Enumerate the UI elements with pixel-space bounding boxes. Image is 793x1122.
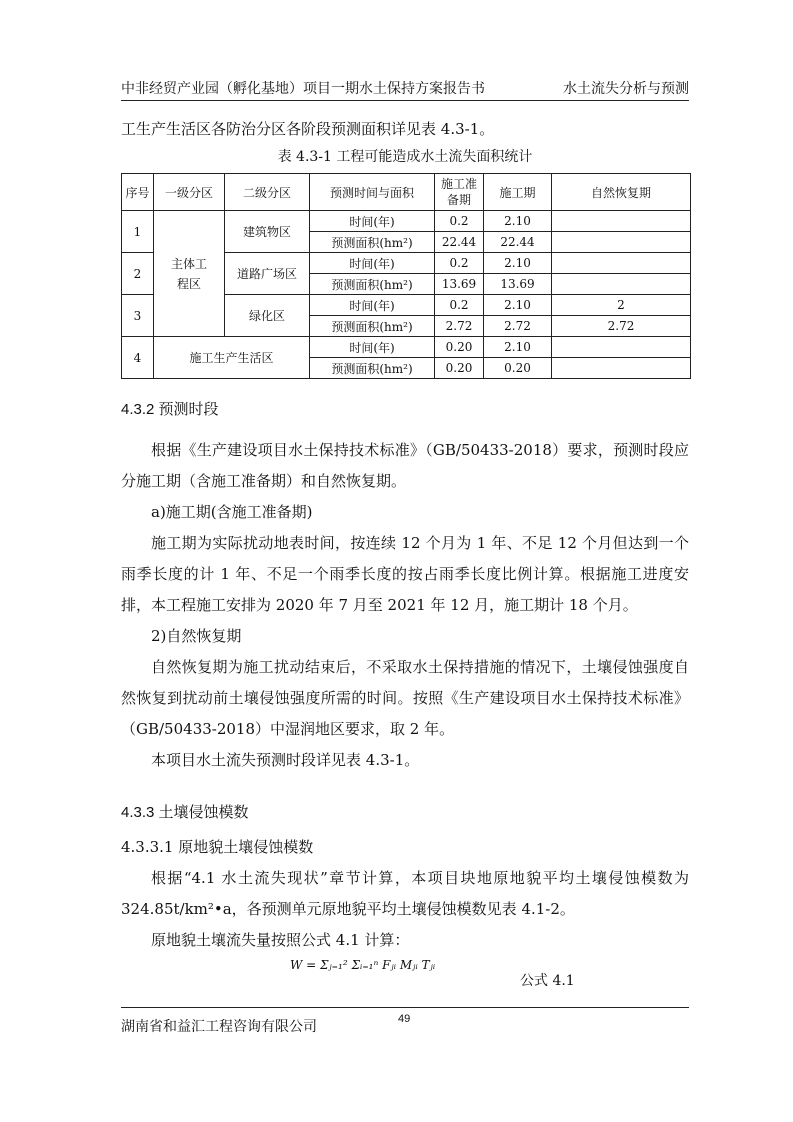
page-header — [121, 78, 689, 98]
header-section: 水土流失分析与预测 — [563, 81, 689, 97]
section-4-3-2 — [121, 394, 689, 776]
table-row — [122, 211, 691, 232]
cell-nat-area: 2.72 — [552, 316, 691, 337]
cell-nat-time — [552, 337, 691, 358]
paragraph: 根据“4.1 水土流失现状”章节计算，本项目块地原地貌平均土壤侵蚀模数为 324.85t/km²•a，各预测单元原地貌平均土壤侵蚀模数见表 4.1-2。 — [121, 869, 689, 918]
th-no: 序号 — [122, 174, 154, 211]
area-stat-table — [121, 173, 691, 379]
intro-line: 工生产生活区各防治分区各阶段预测面积详见表 4.3-1。 — [121, 120, 495, 138]
formula-label: 公式 4.1 — [520, 973, 575, 989]
th-prep: 施工准备期 — [435, 174, 484, 211]
cell-area-label: 预测面积(hm²) — [310, 274, 435, 295]
cell-con-time: 2.10 — [484, 211, 552, 232]
cell-level1-merged: 主体工程区 — [154, 211, 225, 337]
cell-time-label: 时间(年) — [310, 211, 435, 232]
section-heading: 4.3.2 预测时段 — [121, 401, 219, 418]
paragraph: 自然恢复期为施工扰动结束后，不采取水土保持措施的情况下，土壤侵蚀强度自然恢复到扰动前土壤侵蚀强度所需的时间。按照《生产建设项目水土保持技术标准》（GB/50433-2018）中湿润地区要求，取 2 年。 — [121, 658, 689, 738]
cell-prep-time: 0.2 — [435, 253, 484, 274]
cell-no: 4 — [122, 337, 154, 379]
table-caption: 表 4.3-1 工程可能造成水土流失面积统计 — [277, 149, 533, 165]
header-title: 中非经贸产业园（孵化基地）项目一期水土保持方案报告书 — [121, 81, 485, 97]
cell-level12-merged: 施工生产生活区 — [154, 337, 310, 379]
cell-prep-time: 0.20 — [435, 337, 484, 358]
cell-prep-time: 0.2 — [435, 295, 484, 316]
cell-prep-area: 13.69 — [435, 274, 484, 295]
th-level2: 二级分区 — [225, 174, 310, 211]
cell-level2: 道路广场区 — [225, 253, 310, 295]
intro-paragraph — [121, 114, 689, 145]
th-time-area: 预测时间与面积 — [310, 174, 435, 211]
cell-nat-area — [552, 274, 691, 295]
header-rule — [121, 100, 689, 101]
table-row — [122, 337, 691, 358]
cell-con-time: 2.10 — [484, 337, 552, 358]
paragraph: 根据《生产建设项目水土保持技术标准》（GB/50433-2018）要求，预测时段应分施工期（含施工准备期）和自然恢复期。 — [121, 441, 689, 490]
cell-level2: 建筑物区 — [225, 211, 310, 253]
paragraph: 施工期为实际扰动地表时间，按连续 12 个月为 1 年、不足 12 个月但达到一个雨季长度的计 1 年、不足一个雨季长度的按占雨季长度比例计算。根据施工进度安排，本工程施工安排为 2020 年 7 月至 2021 年 12 月，施工期计 18 个月。 — [121, 534, 689, 614]
th-natural: 自然恢复期 — [552, 174, 691, 211]
cell-con-area: 22.44 — [484, 232, 552, 253]
cell-con-area: 0.20 — [484, 358, 552, 379]
sub-label: a)施工期(含施工准备期) — [151, 503, 313, 521]
cell-prep-area: 0.20 — [435, 358, 484, 379]
th-construction: 施工期 — [484, 174, 552, 211]
cell-no: 1 — [122, 211, 154, 253]
cell-time-label: 时间(年) — [310, 253, 435, 274]
cell-level2: 绿化区 — [225, 295, 310, 337]
cell-time-label: 时间(年) — [310, 337, 435, 358]
cell-con-time: 2.10 — [484, 253, 552, 274]
cell-con-time: 2.10 — [484, 295, 552, 316]
cell-con-area: 13.69 — [484, 274, 552, 295]
page-number: 49 — [398, 1013, 411, 1025]
subsection-heading: 4.3.3.1 原地貌土壤侵蚀模数 — [121, 838, 314, 856]
footer-rule — [121, 1007, 689, 1008]
cell-no: 3 — [122, 295, 154, 337]
paragraph: 原地貌土壤流失量按照公式 4.1 计算： — [151, 931, 410, 949]
cell-no: 2 — [122, 253, 154, 295]
formula: W = Σⱼ₌₁² Σᵢ₌₁ⁿ Fⱼᵢ Mⱼᵢ Tⱼᵢ — [290, 958, 436, 972]
th-level1: 一级分区 — [154, 174, 225, 211]
cell-area-label: 预测面积(hm²) — [310, 232, 435, 253]
section-heading: 4.3.3 土壤侵蚀模数 — [121, 804, 249, 821]
section-4-3-3 — [121, 797, 689, 956]
cell-nat-time — [552, 253, 691, 274]
cell-prep-area: 22.44 — [435, 232, 484, 253]
cell-nat-time: 2 — [552, 295, 691, 316]
cell-prep-area: 2.72 — [435, 316, 484, 337]
cell-con-area: 2.72 — [484, 316, 552, 337]
cell-nat-area — [552, 232, 691, 253]
paragraph: 本项目水土流失预测时段详见表 4.3-1。 — [151, 751, 420, 769]
cell-time-label: 时间(年) — [310, 295, 435, 316]
cell-nat-area — [552, 358, 691, 379]
cell-area-label: 预测面积(hm²) — [310, 316, 435, 337]
cell-prep-time: 0.2 — [435, 211, 484, 232]
sub-label: 2)自然恢复期 — [151, 627, 242, 645]
table-header-row — [122, 174, 691, 211]
footer-company: 湖南省和益汇工程咨询有限公司 — [121, 1019, 317, 1035]
cell-area-label: 预测面积(hm²) — [310, 358, 435, 379]
cell-nat-time — [552, 211, 691, 232]
